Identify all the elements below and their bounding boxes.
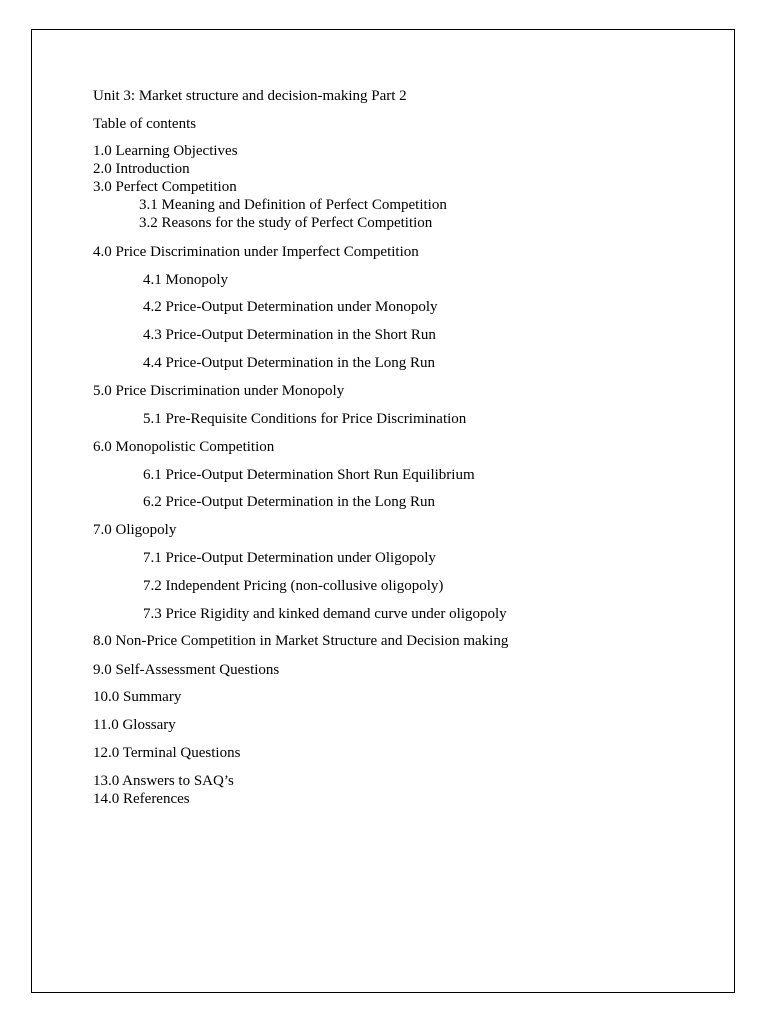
- toc-subentry: 4.2 Price-Output Determination under Monopoly: [143, 299, 438, 315]
- toc-entry: 4.0 Price Discrimination under Imperfect Competition: [93, 244, 419, 260]
- toc-entry: 8.0 Non-Price Competition in Market Structure and Decision making: [93, 633, 509, 649]
- toc-entry: 7.0 Oligopoly: [93, 522, 177, 538]
- toc-entry: 1.0 Learning Objectives: [93, 143, 238, 159]
- toc-subentry: 7.3 Price Rigidity and kinked demand curve under oligopoly: [143, 606, 507, 622]
- toc-heading: Table of contents: [93, 116, 197, 132]
- toc-subentry: 3.1 Meaning and Definition of Perfect Competition: [139, 197, 447, 213]
- toc-entry: 10.0 Summary: [93, 689, 182, 705]
- toc-entry: 11.0 Glossary: [93, 717, 176, 733]
- toc-entry: 2.0 Introduction: [93, 161, 190, 177]
- toc-subentry: 7.2 Independent Pricing (non-collusive oligopoly): [143, 578, 444, 594]
- toc-subentry: 4.4 Price-Output Determination in the Long Run: [143, 355, 436, 371]
- toc-entry: 12.0 Terminal Questions: [93, 745, 241, 761]
- toc-entry: 5.0 Price Discrimination under Monopoly: [93, 383, 345, 399]
- toc-entry: 3.0 Perfect Competition: [93, 179, 237, 195]
- toc-subentry: 5.1 Pre-Requisite Conditions for Price Discrimination: [143, 411, 467, 427]
- toc-subentry: 4.3 Price-Output Determination in the Short Run: [143, 327, 436, 343]
- toc-entry: 14.0 References: [93, 791, 190, 807]
- toc-subentry: 6.1 Price-Output Determination Short Run Equilibrium: [143, 467, 475, 483]
- toc-subentry: 7.1 Price-Output Determination under Oligopoly: [143, 550, 436, 566]
- toc-subentry: 4.1 Monopoly: [143, 272, 229, 288]
- document-title: Unit 3: Market structure and decision-making Part 2: [93, 88, 407, 104]
- toc-entry: 13.0 Answers to SAQ’s: [93, 773, 234, 789]
- toc-subentry: 6.2 Price-Output Determination in the Long Run: [143, 494, 436, 510]
- toc-entry: 6.0 Monopolistic Competition: [93, 439, 275, 455]
- toc-subentry: 3.2 Reasons for the study of Perfect Competition: [139, 215, 433, 231]
- toc-entry: 9.0 Self-Assessment Questions: [93, 662, 280, 678]
